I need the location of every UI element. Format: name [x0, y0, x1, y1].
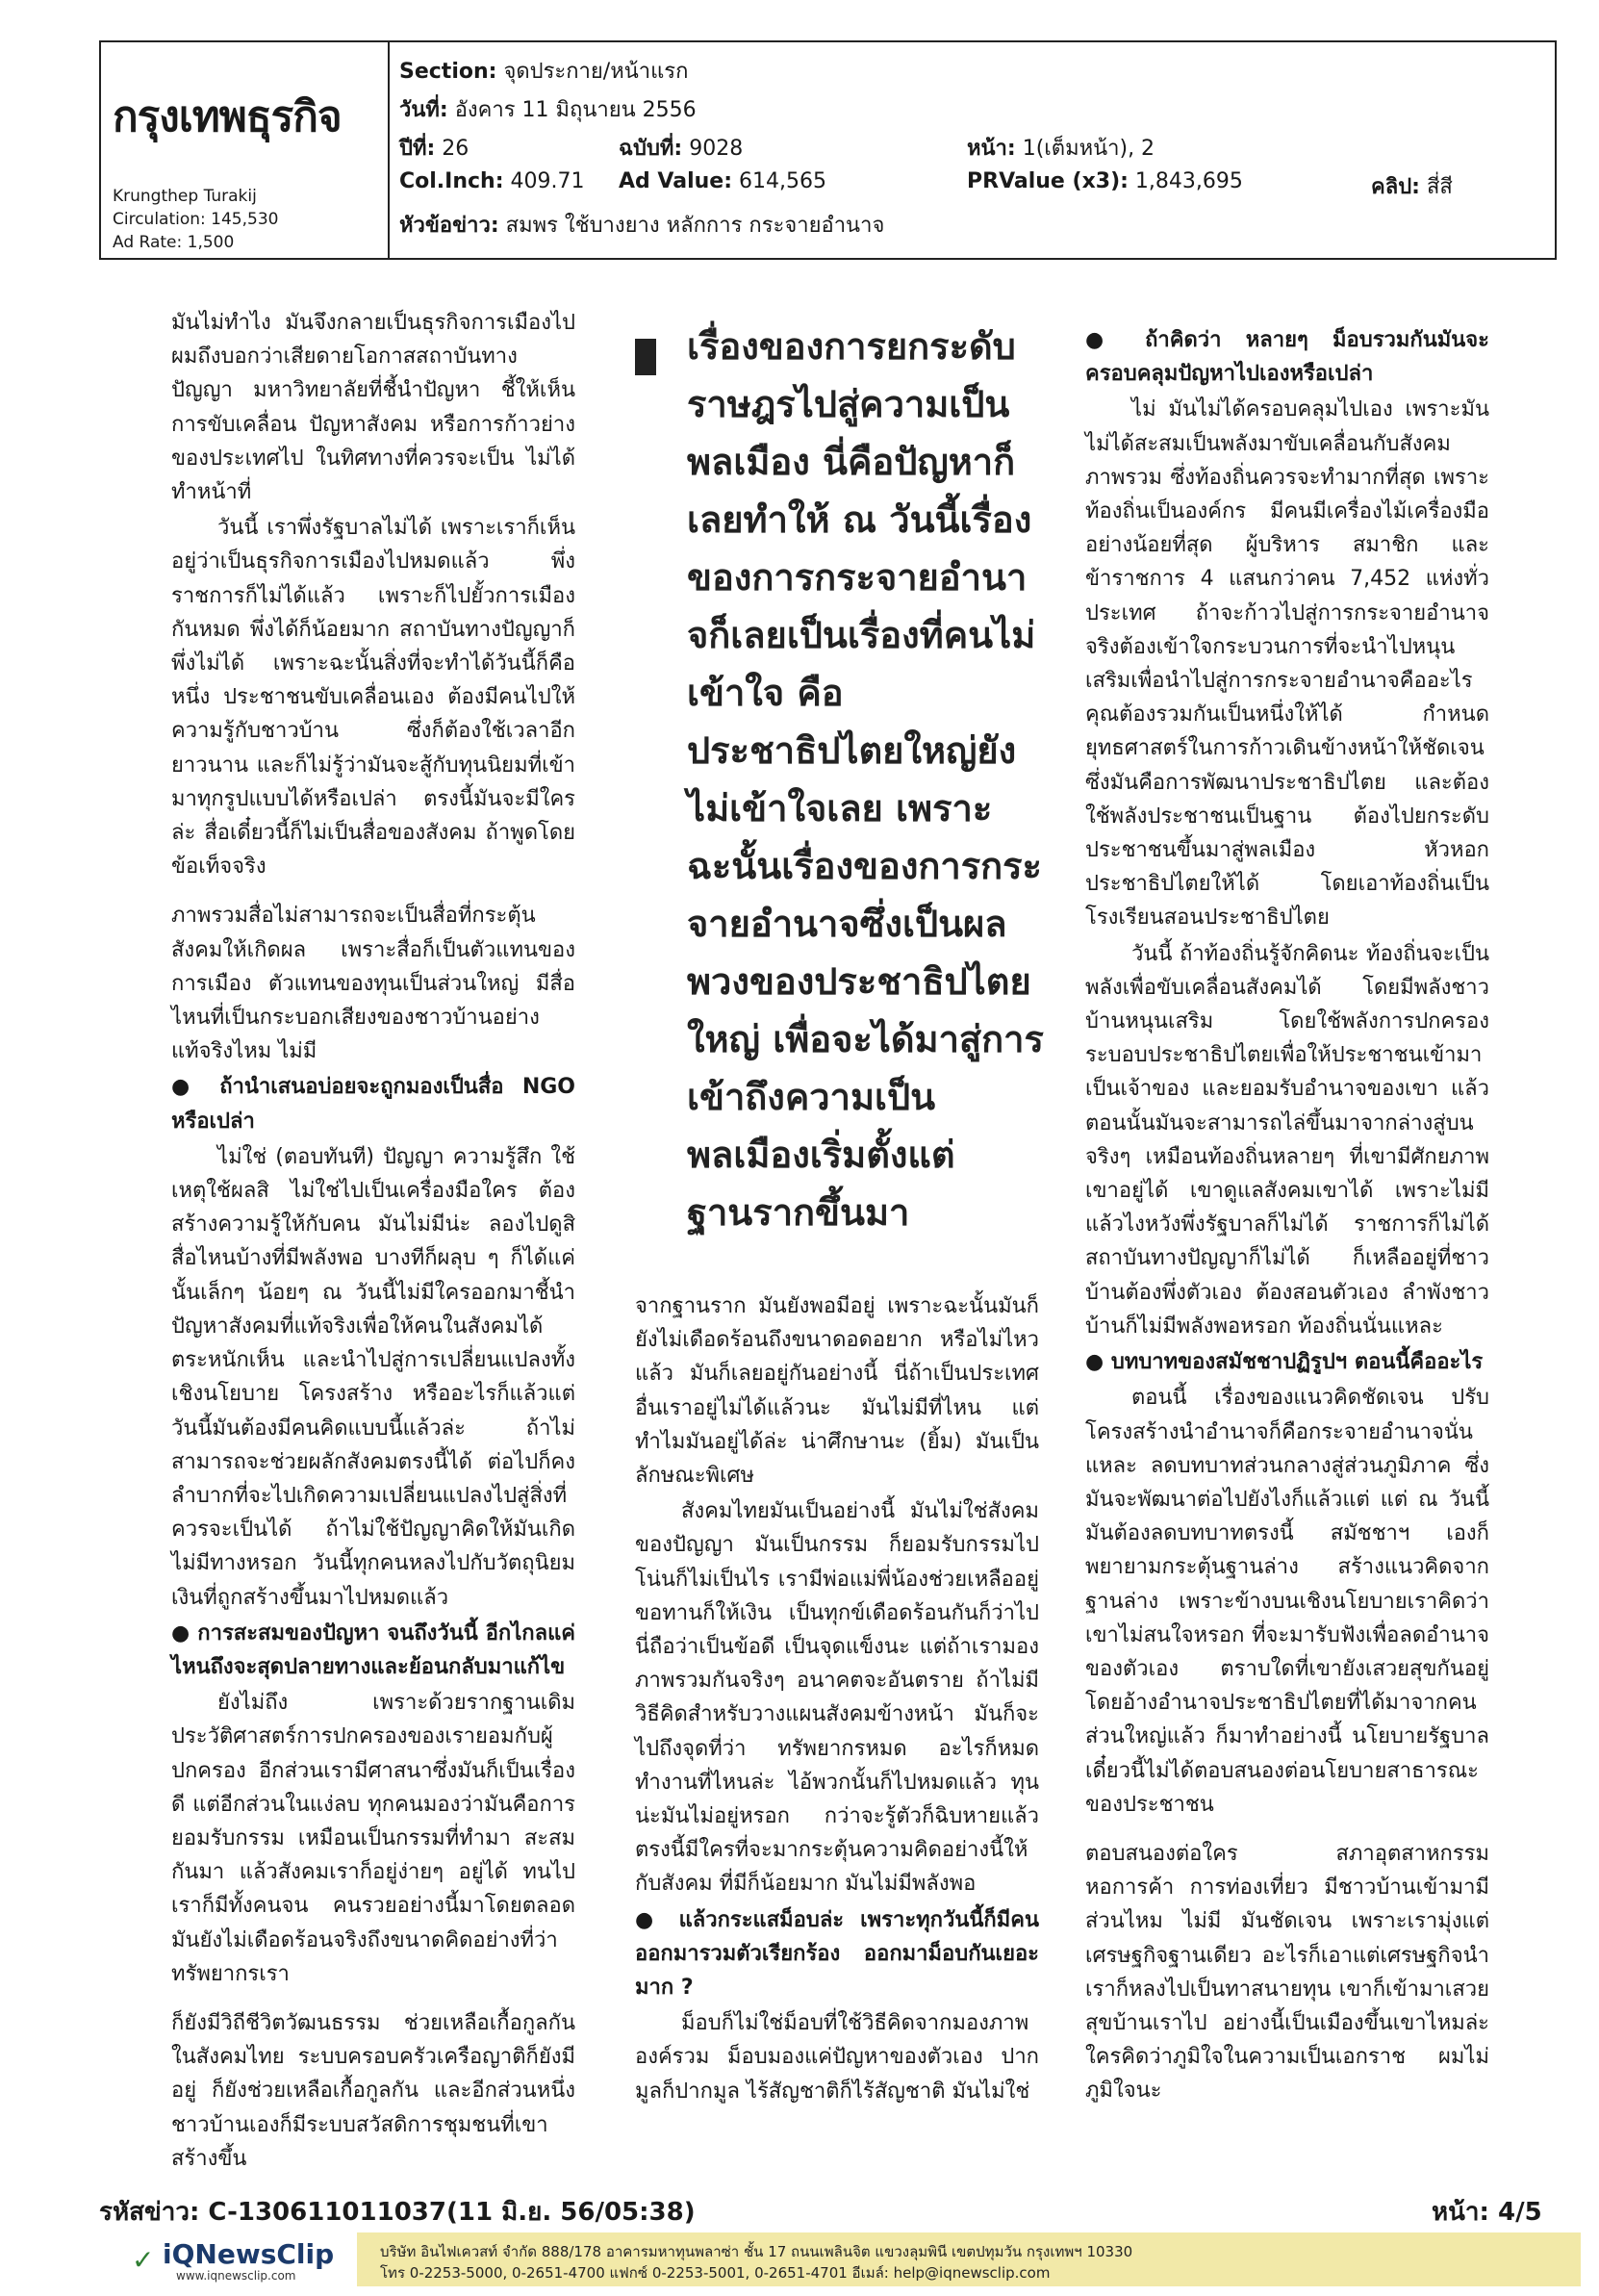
- paragraph: ไม่ มันไม่ได้ครอบคลุมไปเอง เพราะมันไม่ได้สะสมเป็นพลังมาขับเคลื่อนกับสังคมภาพรวม ซึ่งท้องถิ่นควรจะทำมากที่สุด เพราะท้องถิ่นเป็นองค์กร มีคนมีเครื่องไม้เครื่องมือ อย่างน้อยที่สุด ผู้บริหาร สมาชิก และข้าราชการ 4 แสนกว่าคน 7,452 แห่งทั่วประเทศ ถ้าจะก้าวไปสู่การกระจายอำนาจจริงต้องเข้าใจกระบวนการที่จะนำไปหนุนเสริมเพื่อนำไปสู่การกระจายอำนาจคืออะไร คุณต้องรวมกันเป็นหนึ่งให้ได้ กำหนดยุทธศาสตร์ในการก้าวเดินข้างหน้าให้ชัดเจน ซึ่งมันคือการพัฒนาประชาธิปไตย และต้องใช้พลังประชาชนเป็นฐาน ต้องไปยกระดับประชาชนขึ้นมาสู่พลเมือง หัวหอกประชาธิปไตยให้ได้ โดยเอาท้องถิ่นเป็นโรงเรียนสอนประชาธิปไตย: [1085, 397, 1489, 931]
- newspaper-name-en: Krungthep Turakij: [113, 187, 257, 206]
- interview-question: ● แล้วกระแสม็อบล่ะ เพราะทุกวันนี้ก็มีคนออกมารวมตัวเรียกร้อง ออกมาม็อบกันเยอะมาก ?: [635, 1907, 1039, 2001]
- contact-line: โทร 0-2253-5000, 0-2651-4700 แฟกซ์ 0-2253-5001, 0-2651-4701 อีเมล์: help@iqnewsclip.com: [380, 2264, 1051, 2282]
- colinch-row: [399, 169, 585, 193]
- article-column-1: [171, 306, 575, 2178]
- section-row: [399, 54, 688, 88]
- paragraph: ก็ยังมีวิถีชีวิตวัฒนธรรม ช่วยเหลือเกื้อกูลกันในสังคมไทย ระบบครอบครัวเครือญาติก็ยังมีอยู่ ก็ยังช่วยเหลือเกื้อกูลกัน และอีกส่วนหนึ่งชาวบ้านเองก็มีระบบสวัสดิการชุมชนที่เขาสร้างขึ้น: [171, 2010, 575, 2171]
- date-value: อังคาร 11 มิถุนายน 2556: [454, 98, 697, 122]
- paragraph: จากฐานราก มันยังพอมีอยู่ เพราะฉะนั้นมันก็ยังไม่เดือดร้อนถึงขนาดอดอยาก หรือไม่ไหวแล้ว มันก็เลยอยู่กันอย่างนี้ นี่ถ้าเป็นประเทศอื่นเราอยู่ไม่ได้แล้วนะ มันไม่มีที่ไหน แต่ทำไมมันอยู่ได้ล่ะ น่าศึกษานะ (ยิ้ม) มันเป็นลักษณะพิเศษ: [635, 1294, 1039, 1489]
- brand-block: [101, 42, 390, 258]
- article-column-2: [635, 1289, 1039, 2110]
- advalue-value: 614,565: [739, 169, 827, 193]
- page-label: หน้า:: [967, 137, 1016, 161]
- interview-question: ● ถ้านำเสนอบ่อยจะถูกมองเป็นสื่อ NGO หรือเปล่า: [171, 1075, 575, 1134]
- ad-rate-value: 1,500: [187, 233, 235, 252]
- logo-url: www.iqnewsclip.com: [176, 2269, 296, 2283]
- paragraph: ไม่ใช่ (ตอบทันที) ปัญญา ความรู้สึก ใช้เหตุใช้ผลสิ ไม่ใช่ไปเป็นเครื่องมือใคร ต้องสร้างความรู้ให้กับคน มันไม่มีน่ะ ลองไปดูสิสื่อไหนบ้างที่มีพลังพอ บางทีก็ผลุบ ๆ ก็ได้แค่นั้นเล็กๆ น้อยๆ ณ วันนี้ไม่มีใครออกมาชี้นำปัญหาสังคมที่แท้จริงเพื่อให้คนในสังคมได้ตระหนักเห็น และนำไปสู่การเปลี่ยนแปลงทั้งเชิงนโยบาย โครงสร้าง หรืออะไรก็แล้วแต่ วันนี้มันต้องมีคนคิดแบบนี้แล้วล่ะ ถ้าไม่สามารถจะช่วยผลักสังคมตรงนี้ได้ ต่อไปก็คงลำบากที่จะไปเกิดความเปลี่ยนแปลงไปสู่สิ่งที่ควรจะเป็นได้ ถ้าไม่ใช้ปัญญาคิดให้มันเกิด ไม่มีทางหรอก วันนี้ทุกคนหลงไปกับวัตถุนิยมเงินที่ถูกสร้างขึ้นมาไปหมดแล้ว: [171, 1144, 575, 1610]
- colinch-value: 409.71: [510, 169, 585, 193]
- article-column-3: [1085, 323, 1489, 2110]
- company-address: [357, 2232, 1581, 2286]
- clip-metadata: [399, 42, 1555, 258]
- interview-question: ● บทบาทของสมัชชาปฏิรูปฯ ตอนนี้คืออะไร: [1085, 1350, 1484, 1375]
- page-indicator-label: หน้า:: [1432, 2198, 1489, 2227]
- page-indicator-value: 4/5: [1497, 2198, 1542, 2227]
- quote-marker-icon: [635, 339, 656, 375]
- clip-value: สี่สี: [1426, 175, 1453, 199]
- circulation-value: 145,530: [211, 210, 279, 229]
- headline-row: [399, 208, 884, 242]
- clip-label: คลิป:: [1371, 175, 1420, 199]
- paragraph: ตอบสนองต่อใคร สภาอุตสาหกรรม หอการค้า การท่องเที่ยว มีชาวบ้านเข้ามามีส่วนไหม ไม่มี มันชัดเจน เพราะเรามุ่งแต่เศรษฐกิจฐานเดียว อะไรก็เอาแต่เศรษฐกิจนำ เราก็หลงไปเป็นทาสนายทุน เขาก็เข้ามาเสวยสุขบ้านเราไป อย่างนี้เป็นเมืองขึ้นเขาไหมล่ะ ใครคิดว่าภูมิใจในความเป็นเอกราช ผมไม่ภูมิใจนะ: [1085, 1841, 1489, 2104]
- newspaper-logo: กรุงเทพธุรกิจ: [113, 92, 342, 141]
- advalue-label: Ad Value:: [619, 169, 733, 193]
- news-code-value: C-130611011037(11 มิ.ย. 56/05:38): [208, 2198, 696, 2227]
- prvalue-label: PRValue (x3):: [967, 169, 1129, 193]
- page-indicator: [1432, 2192, 1542, 2232]
- section-label: Section:: [399, 60, 497, 84]
- clip-row: [1371, 169, 1453, 203]
- ad-rate: [113, 233, 234, 252]
- year-row: [399, 131, 469, 165]
- ad-rate-label: Ad Rate:: [113, 233, 183, 252]
- address-line: บริษัท อินไฟเควสท์ จำกัด 888/178 อาคารมหาทุนพลาซ่า ชั้น 17 ถนนเพลินจิต แขวงลุมพินี เขตปทุมวัน กรุงเทพฯ 10330: [380, 2243, 1133, 2260]
- footer-bar: [99, 2232, 1581, 2286]
- issue-value: 9028: [689, 137, 744, 161]
- iqnewsclip-logo: [99, 2232, 349, 2286]
- pull-quote: [635, 318, 1049, 1280]
- circulation: [113, 210, 278, 229]
- paragraph: สังคมไทยมันเป็นอย่างนี้ มันไม่ใช่สังคมของปัญญา มันเป็นกรรม ก็ยอมรับกรรมไป โน่นก็ไม่เป็นไร เรามีพ่อแม่พี่น้องช่วยเหลืออยู่ ขอทานก็ให้เงิน เป็นทุกข์เดือดร้อนกันก็ว่าไป นี่ถือว่าเป็นข้อดี เป็นจุดแข็งนะ แต่ถ้าเรามองภาพรวมกันจริงๆ อนาคตจะอันตราย ถ้าไม่มีวิธีคิดสำหรับวางแผนสังคมข้างหน้า มันก็จะไปถึงจุดที่ว่า ทรัพยากรหมด อะไรก็หมด ทำงานที่ไหนล่ะ ไอ้พวกนั้นก็ไปหมดแล้ว ทุนน่ะมันไม่อยู่หรอก กว่าจะรู้ตัวก็ฉิบหายแล้ว ตรงนี้มีใครที่จะมากระตุ้นความคิดอย่างนี้ให้กับสังคม ที่มีก็น้อยมาก มันไม่มีพลังพอ: [635, 1499, 1039, 1897]
- page-value: 1(เต็มหน้า), 2: [1022, 137, 1155, 161]
- paragraph: ตอนนี้ เรื่องของแนวคิดชัดเจน ปรับโครงสร้างนำอำนาจก็คือกระจายอำนาจนั่นแหละ ลดบทบาทส่วนกลางสู่ส่วนภูมิภาค ซึ่งมันจะพัฒนาต่อไปยังไงก็แล้วแต่ แต่ ณ วันนี้มันต้องลดบทบาทตรงนี้ สมัชชาฯ เองก็พยายามกระตุ้นฐานล่าง สร้างแนวคิดจากฐานล่าง เพราะข้างบนเชิงนโยบายเราคิดว่า เขาไม่สนใจหรอก ที่จะมารับฟังเพื่อลดอำนาจของตัวเอง ตราบใดที่เขายังเสวยสุขกันอยู่ โดยอ้างอำนาจประชาธิปไตยที่ได้มาจากคนส่วนใหญ่แล้ว ก็มาทำอย่างนี้ นโยบายรัฐบาลเดี๋ยวนี้ไม่ได้ตอบสนองต่อนโยบายสาธารณะของประชาชน: [1085, 1386, 1489, 1817]
- paragraph: ภาพรวมสื่อไม่สามารถจะเป็นสื่อที่กระตุ้นสังคมให้เกิดผล เพราะสื่อก็เป็นตัวแทนของการเมือง ตัวแทนของทุนเป็นส่วนใหญ่ มีสื่อไหนที่เป็นกระบอกเสียงของชาวบ้านอย่างแท้จริงไหม ไม่มี: [171, 904, 575, 1064]
- date-label: วันที่:: [399, 98, 448, 122]
- paragraph: มันไม่ทำไง มันจึงกลายเป็นธุรกิจการเมืองไป ผมถึงบอกว่าเสียดายโอกาสสถาบันทางปัญญา มหาวิทยาลัยที่ชี้นำปัญหา ชี้ให้เห็นการขับเคลื่อน ปัญหาสังคม หรือการก้าวย่างของประเทศไป ในทิศทางที่ควรจะเป็น ไม่ได้ทำหน้าที่: [171, 311, 575, 505]
- headline-label: หัวข้อข่าว:: [399, 214, 499, 238]
- interview-question: ● การสะสมของปัญหา จนถึงวันนี้ อีกไกลแค่ไหนถึงจะสุดปลายทางและย้อนกลับมาแก้ไข: [171, 1620, 575, 1679]
- news-code: [99, 2192, 696, 2232]
- clip-header: [99, 40, 1557, 260]
- prvalue-row: [967, 169, 1243, 193]
- issue-label: ฉบับที่:: [619, 137, 683, 161]
- date-row: [399, 92, 697, 126]
- paragraph: ม็อบก็ไม่ใช่ม็อบที่ใช้วิธีคิดจากมองภาพองค์รวม ม็อบมองแค่ปัญหาของตัวเอง ปากมูลก็ปากมูล ไร้สัญชาติก็ไร้สัญชาติ มันไม่ใช่: [635, 2011, 1039, 2104]
- year-label: ปีที่:: [399, 137, 436, 161]
- page-row: [967, 131, 1155, 165]
- section-value: จุดประกาย/หน้าแรก: [503, 60, 689, 84]
- prvalue-value: 1,843,695: [1134, 169, 1243, 193]
- advalue-row: [619, 169, 826, 193]
- news-code-label: รหัสข่าว:: [99, 2198, 200, 2227]
- logo-leaf-icon: ✓: [132, 2244, 155, 2276]
- paragraph: วันนี้ ถ้าท้องถิ่นรู้จักคิดนะ ท้องถิ่นจะเป็นพลังเพื่อขับเคลื่อนสังคมได้ โดยมีพลังชาวบ้านหนุนเสริม โดยใช้พลังการปกครองระบอบประชาธิปไตยเพื่อให้ประชาชนเข้ามาเป็นเจ้าของ และยอมรับอำนาจของเขา แล้วตอนนั้นมันจะสามารถไล่ขึ้นมาจากล่างสู่บนจริงๆ เหมือนท้องถิ่นหลายๆ ที่เขามีศักยภาพ เขาอยู่ได้ เขาดูแลสังคมเขาได้ เพราะไม่มีแล้วไงหวังพึ่งรัฐบาลก็ไม่ได้ ราชการก็ไม่ได้ สถาบันทางปัญญาก็ไม่ได้ ก็เหลืออยู่ที่ชาวบ้านต้องพึ่งตัวเอง ต้องสอนตัวเอง ลำพังชาวบ้านก็ไม่มีพลังพอหรอก ท้องถิ่นนั่นแหละ: [1085, 941, 1489, 1339]
- paragraph: วันนี้ เราพึ่งรัฐบาลไม่ได้ เพราะเราก็เห็นอยู่ว่าเป็นธุรกิจการเมืองไปหมดแล้ว พึ่งราชการก็ไม่ได้แล้ว เพราะก็ไปยั้วการเมืองกันหมด พึ่งได้ก็น้อยมาก สถาบันทางปัญญาก็พึ่งไม่ได้ เพราะฉะนั้นสิ่งที่จะทำได้วันนี้ก็คือ หนึ่ง ประชาชนขับเคลื่อนเอง ต้องมีคนไปให้ความรู้กับชาวบ้าน ซึ่งก็ต้องใช้เวลาอีกยาวนาน และก็ไม่รู้ว่ามันจะสู้กับทุนนิยมที่เข้ามาทุกรูปแบบได้หรือเปล่า ตรงนี้มันจะมีใครล่ะ สื่อเดี๋ยวนี้ก็ไม่เป็นสื่อของสังคม ถ้าพูดโดยข้อเท็จจริง: [171, 516, 575, 880]
- logo-text: iQNewsClip: [163, 2238, 335, 2270]
- pull-quote-text: เรื่องของการยกระดับราษฎรไปสู่ความเป็นพลเมือง นี่คือปัญหาก็เลยทำให้ ณ วันนี้เรื่องของการกระจายอำนาจก็เลยเป็นเรื่องที่คนไม่เข้าใจ คือประชาธิปไตยใหญ่ยังไม่เข้าใจเลย เพราะฉะนั้นเรื่องของการกระจายอำนาจซึ่งเป็นผลพวงของประชาธิปไตยใหญ่ เพื่อจะได้มาสู่การเข้าถึงความเป็นพลเมืองเริ่มตั้งแต่ฐานรากขึ้นมา: [687, 325, 1044, 1234]
- year-value: 26: [442, 137, 470, 161]
- interview-question: ● ถ้าคิดว่า หลายๆ ม็อบรวมกันมันจะครอบคลุมปัญหาไปเองหรือเปล่า: [1085, 328, 1489, 387]
- issue-row: [619, 131, 743, 165]
- headline-value: สมพร ใช้บางยาง หลักการ กระจายอำนาจ: [505, 214, 885, 238]
- colinch-label: Col.Inch:: [399, 169, 504, 193]
- paragraph: ยังไม่ถึง เพราะด้วยรากฐานเดิมประวัติศาสตร์การปกครองของเรายอมกับผู้ปกครอง อีกส่วนเรามีศาสนาซึ่งมันก็เป็นเรื่องดี แต่อีกส่วนในแง่ลบ ทุกคนมองว่ามันคือการยอมรับกรรม เหมือนเป็นกรรมที่ทำมา สะสมกันมา แล้วสังคมเราก็อยู่ง่ายๆ อยู่ได้ ทนไป เราก็มีทั้งคนจน คนรวยอย่างนี้มาโดยตลอด มันยังไม่เดือดร้อนจริงถึงขนาดคิดอย่างที่ว่า ทรัพยากรเรา: [171, 1691, 575, 1986]
- circulation-label: Circulation:: [113, 210, 206, 229]
